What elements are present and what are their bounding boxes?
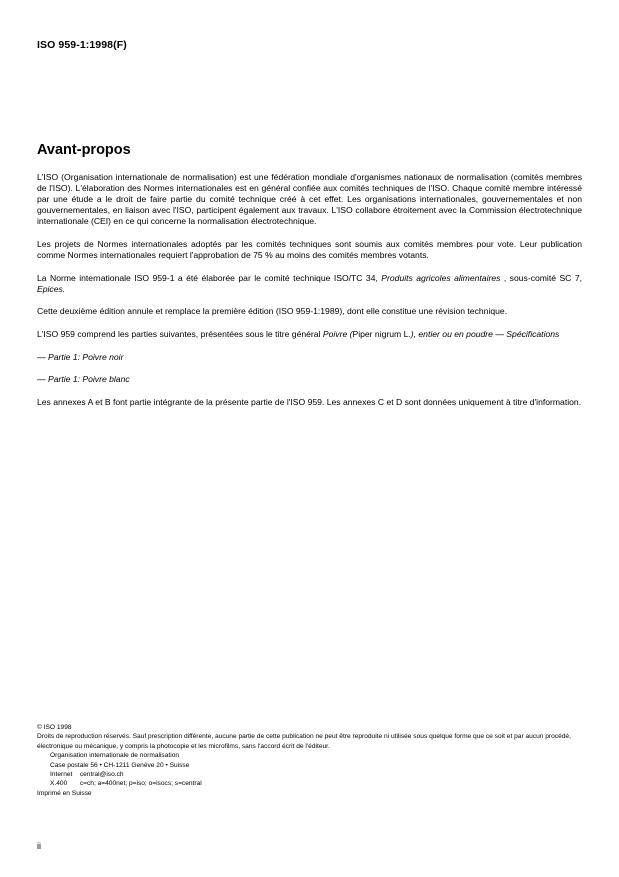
rights-notice: Droits de reproduction réservés. Sauf prescription différente, aucune partie de cette publication ne peut être reproduite ni utilisée sous quelque forme que ce soit et par aucun procédé, électronique ou mécanique, y compris la photocopie et les microfilms, sans l'accord écrit de l'éditeur. [37, 733, 571, 750]
organisation-name: Organisation internationale de normalisation [50, 752, 180, 760]
copyright-line: © ISO 1998 [37, 724, 72, 731]
paragraph-committee [37, 273, 582, 295]
paragraph-edition: Cette deuxième édition annule et remplace la première édition (ISO 959-1:1989), dont elle constitue une révision technique. [37, 306, 508, 317]
paragraph-parts [37, 329, 582, 340]
subcommittee-text: , sous-comité SC 7, [500, 272, 582, 283]
paragraph-iso-intro: L'ISO (Organisation internationale de normalisation) est une fédération mondiale d'organismes nationaux de normalisation (comités membres de l'ISO). L'élaboration des Normes internationales est en général confiée aux comités techniques de l'ISO. Chaque comité membre intéressé par une étude a le droit de faire partie du comité technique créé à cet effet. Les organisations internationales, gouvernementales et non gouvernementales, en liaison avec l'ISO, participent également aux travaux. L'ISO collabore étroitement avec la Commission électrotechnique internationale (CEI) en ce qui concerne la normalisation électrotechnique. [37, 172, 582, 227]
subcommittee-name: Epices. [37, 283, 66, 294]
foreword-body [37, 172, 582, 419]
part-2-item: — Partie 1: Poivre blanc [37, 374, 130, 385]
paragraph-voting: Les projets de Normes internationales adoptés par les comités techniques sont soumis aux comités membres pour vote. Leur publication comme Normes internationales requiert l'approbation de 75 % au moins des comités membres votants. [37, 238, 582, 261]
postal-address: Case postale 56 • CH-1211 Genève 20 • Suisse [50, 761, 190, 769]
x400-address: c=ch; a=400net; p=iso; o=isocs; s=central [79, 780, 202, 788]
x400-label: X.400 [50, 780, 68, 788]
page-number: ii [37, 841, 41, 851]
part-1-item: — Partie 1: Poivre noir [37, 351, 124, 362]
parts-title-start: Poivre ( [322, 328, 353, 339]
committee-text: La Norme internationale ISO 959-1 a été élaborée par le comité technique ISO/TC 34, [37, 272, 382, 283]
internet-label: Internet [50, 771, 73, 779]
copyright-block [37, 723, 587, 798]
internet-address: central@iso.ch [79, 771, 124, 779]
parts-intro: L'ISO 959 comprend les parties suivantes, présentées sous le titre général [37, 328, 323, 339]
page-title: Avant-propos [37, 142, 131, 158]
document-identifier: ISO 959-1:1998(F) [37, 39, 127, 51]
printed-in: Imprimé en Suisse [37, 789, 92, 797]
species-name: Piper nigrum L. [352, 328, 411, 339]
parts-title-end: ), entier ou en poudre — Spécifications [410, 328, 560, 339]
committee-name: Produits agricoles alimentaires [381, 272, 501, 283]
internet-row [37, 770, 587, 779]
paragraph-annexes: Les annexes A et B font partie intégrante de la présente partie de l'ISO 959. Les annexes C et D sont données uniquement à titre d'information. [37, 396, 582, 407]
x400-row [37, 779, 587, 788]
